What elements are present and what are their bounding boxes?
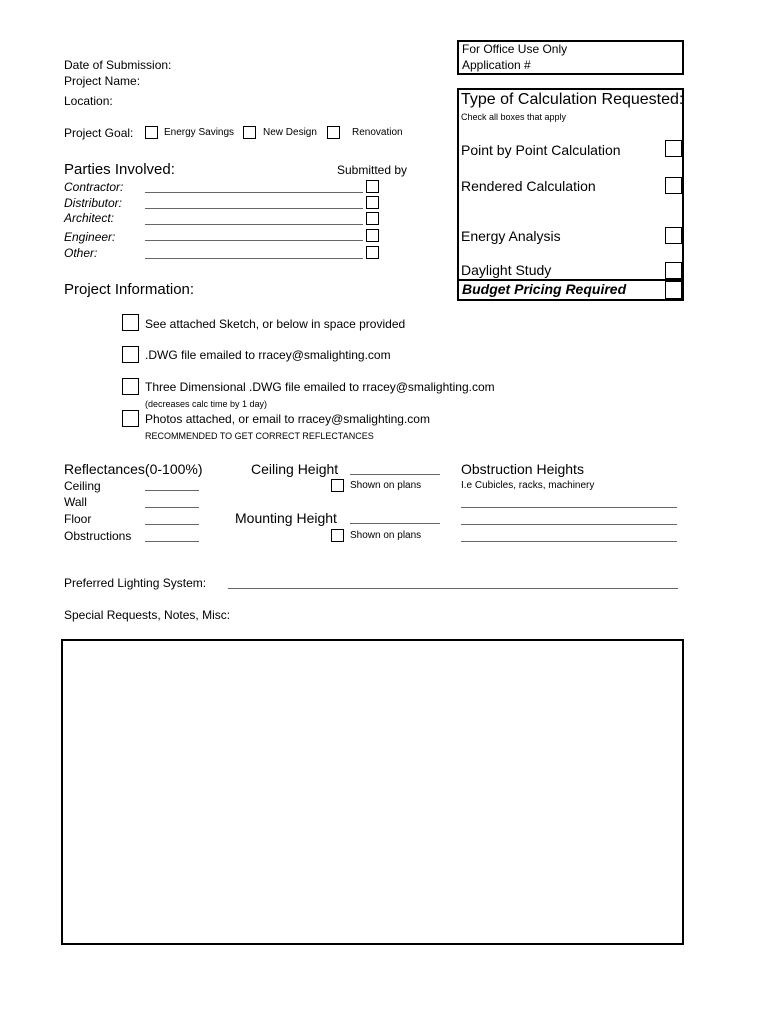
- three-d-dwg-checkbox[interactable]: [122, 378, 139, 395]
- engineer-checkbox[interactable]: [366, 229, 379, 242]
- location-label: Location:: [64, 94, 113, 108]
- energy-analysis-label: Energy Analysis: [461, 228, 561, 244]
- project-goal-label: Project Goal:: [64, 126, 134, 140]
- reflectance-obstructions-field[interactable]: [145, 541, 199, 542]
- ceiling-height-label: Ceiling Height: [251, 461, 339, 477]
- engineer-label: Engineer:: [64, 230, 116, 244]
- new-design-label: New Design: [263, 127, 317, 138]
- dwg-label: .DWG file emailed to rracey@smalighting.com: [145, 348, 391, 362]
- ceiling-shown-on-plans-label: Shown on plans: [350, 480, 422, 491]
- daylight-study-checkbox[interactable]: [665, 262, 682, 279]
- notes-area[interactable]: [61, 639, 684, 945]
- daylight-study-label: Daylight Study: [461, 262, 552, 278]
- renovation-checkbox[interactable]: [327, 126, 340, 139]
- recommended-note: RECOMMENDED TO GET CORRECT REFLECTANCES: [145, 431, 374, 441]
- contractor-checkbox[interactable]: [366, 180, 379, 193]
- date-of-submission-label: Date of Submission:: [64, 58, 172, 72]
- reflectance-wall-field[interactable]: [145, 507, 199, 508]
- budget-pricing-label: Budget Pricing Required: [462, 281, 627, 297]
- point-by-point-label: Point by Point Calculation: [461, 142, 621, 158]
- ceiling-shown-on-plans-checkbox[interactable]: [331, 479, 344, 492]
- reflectances-title: Reflectances(0-100%): [64, 461, 203, 477]
- calculation-type-title: Type of Calculation Requested:: [461, 91, 684, 108]
- architect-checkbox[interactable]: [366, 212, 379, 225]
- obstruction-heights-title: Obstruction Heights: [461, 461, 584, 477]
- reflectance-floor-label: Floor: [64, 512, 92, 526]
- contractor-label: Contractor:: [64, 180, 124, 194]
- mounting-shown-on-plans-checkbox[interactable]: [331, 529, 344, 542]
- distributor-field[interactable]: [145, 208, 363, 209]
- mounting-height-field[interactable]: [350, 523, 440, 524]
- special-requests-label: Special Requests, Notes, Misc:: [64, 608, 231, 622]
- distributor-checkbox[interactable]: [366, 196, 379, 209]
- obstruction-field-3[interactable]: [461, 541, 677, 542]
- application-number-label: Application #: [462, 58, 531, 72]
- architect-label: Architect:: [64, 211, 115, 225]
- engineer-field[interactable]: [145, 240, 363, 241]
- reflectance-wall-label: Wall: [64, 495, 87, 509]
- reflectance-floor-field[interactable]: [145, 524, 199, 525]
- new-design-checkbox[interactable]: [243, 126, 256, 139]
- dwg-checkbox[interactable]: [122, 346, 139, 363]
- rendered-calculation-checkbox[interactable]: [665, 177, 682, 194]
- sketch-checkbox[interactable]: [122, 314, 139, 331]
- calculation-type-subtitle: Check all boxes that apply: [461, 112, 567, 122]
- obstruction-heights-subtitle: I.e Cubicles, racks, machinery: [461, 480, 595, 491]
- rendered-calculation-label: Rendered Calculation: [461, 178, 596, 194]
- project-name-label: Project Name:: [64, 74, 141, 88]
- other-label: Other:: [64, 246, 98, 260]
- ceiling-height-field[interactable]: [350, 474, 440, 475]
- distributor-label: Distributor:: [64, 196, 123, 210]
- three-d-note: (decreases calc time by 1 day): [145, 399, 268, 409]
- photos-checkbox[interactable]: [122, 410, 139, 427]
- project-information-title: Project Information:: [64, 281, 195, 298]
- reflectance-ceiling-label: Ceiling: [64, 479, 101, 493]
- parties-involved-title: Parties Involved:: [64, 161, 175, 178]
- contractor-field[interactable]: [145, 192, 363, 193]
- preferred-lighting-field[interactable]: [228, 588, 678, 589]
- sketch-label: See attached Sketch, or below in space provided: [145, 317, 406, 331]
- other-field[interactable]: [145, 258, 363, 259]
- other-checkbox[interactable]: [366, 246, 379, 259]
- architect-field[interactable]: [145, 224, 363, 225]
- office-use-label: For Office Use Only: [462, 42, 568, 56]
- reflectance-obstructions-label: Obstructions: [64, 529, 132, 543]
- preferred-lighting-label: Preferred Lighting System:: [64, 576, 207, 590]
- budget-pricing-checkbox[interactable]: [665, 281, 682, 299]
- reflectance-ceiling-field[interactable]: [145, 490, 199, 491]
- energy-savings-label: Energy Savings: [164, 127, 235, 138]
- mounting-height-label: Mounting Height: [235, 510, 337, 526]
- energy-analysis-checkbox[interactable]: [665, 227, 682, 244]
- energy-savings-checkbox[interactable]: [145, 126, 158, 139]
- renovation-label: Renovation: [352, 127, 403, 138]
- mounting-shown-on-plans-label: Shown on plans: [350, 530, 422, 541]
- photos-label: Photos attached, or email to rracey@smalighting.com: [145, 412, 430, 426]
- point-by-point-checkbox[interactable]: [665, 140, 682, 157]
- obstruction-field-1[interactable]: [461, 507, 677, 508]
- obstruction-field-2[interactable]: [461, 524, 677, 525]
- three-d-dwg-label: Three Dimensional .DWG file emailed to rracey@smalighting.com: [145, 380, 495, 394]
- submitted-by-label: Submitted by: [337, 163, 408, 177]
